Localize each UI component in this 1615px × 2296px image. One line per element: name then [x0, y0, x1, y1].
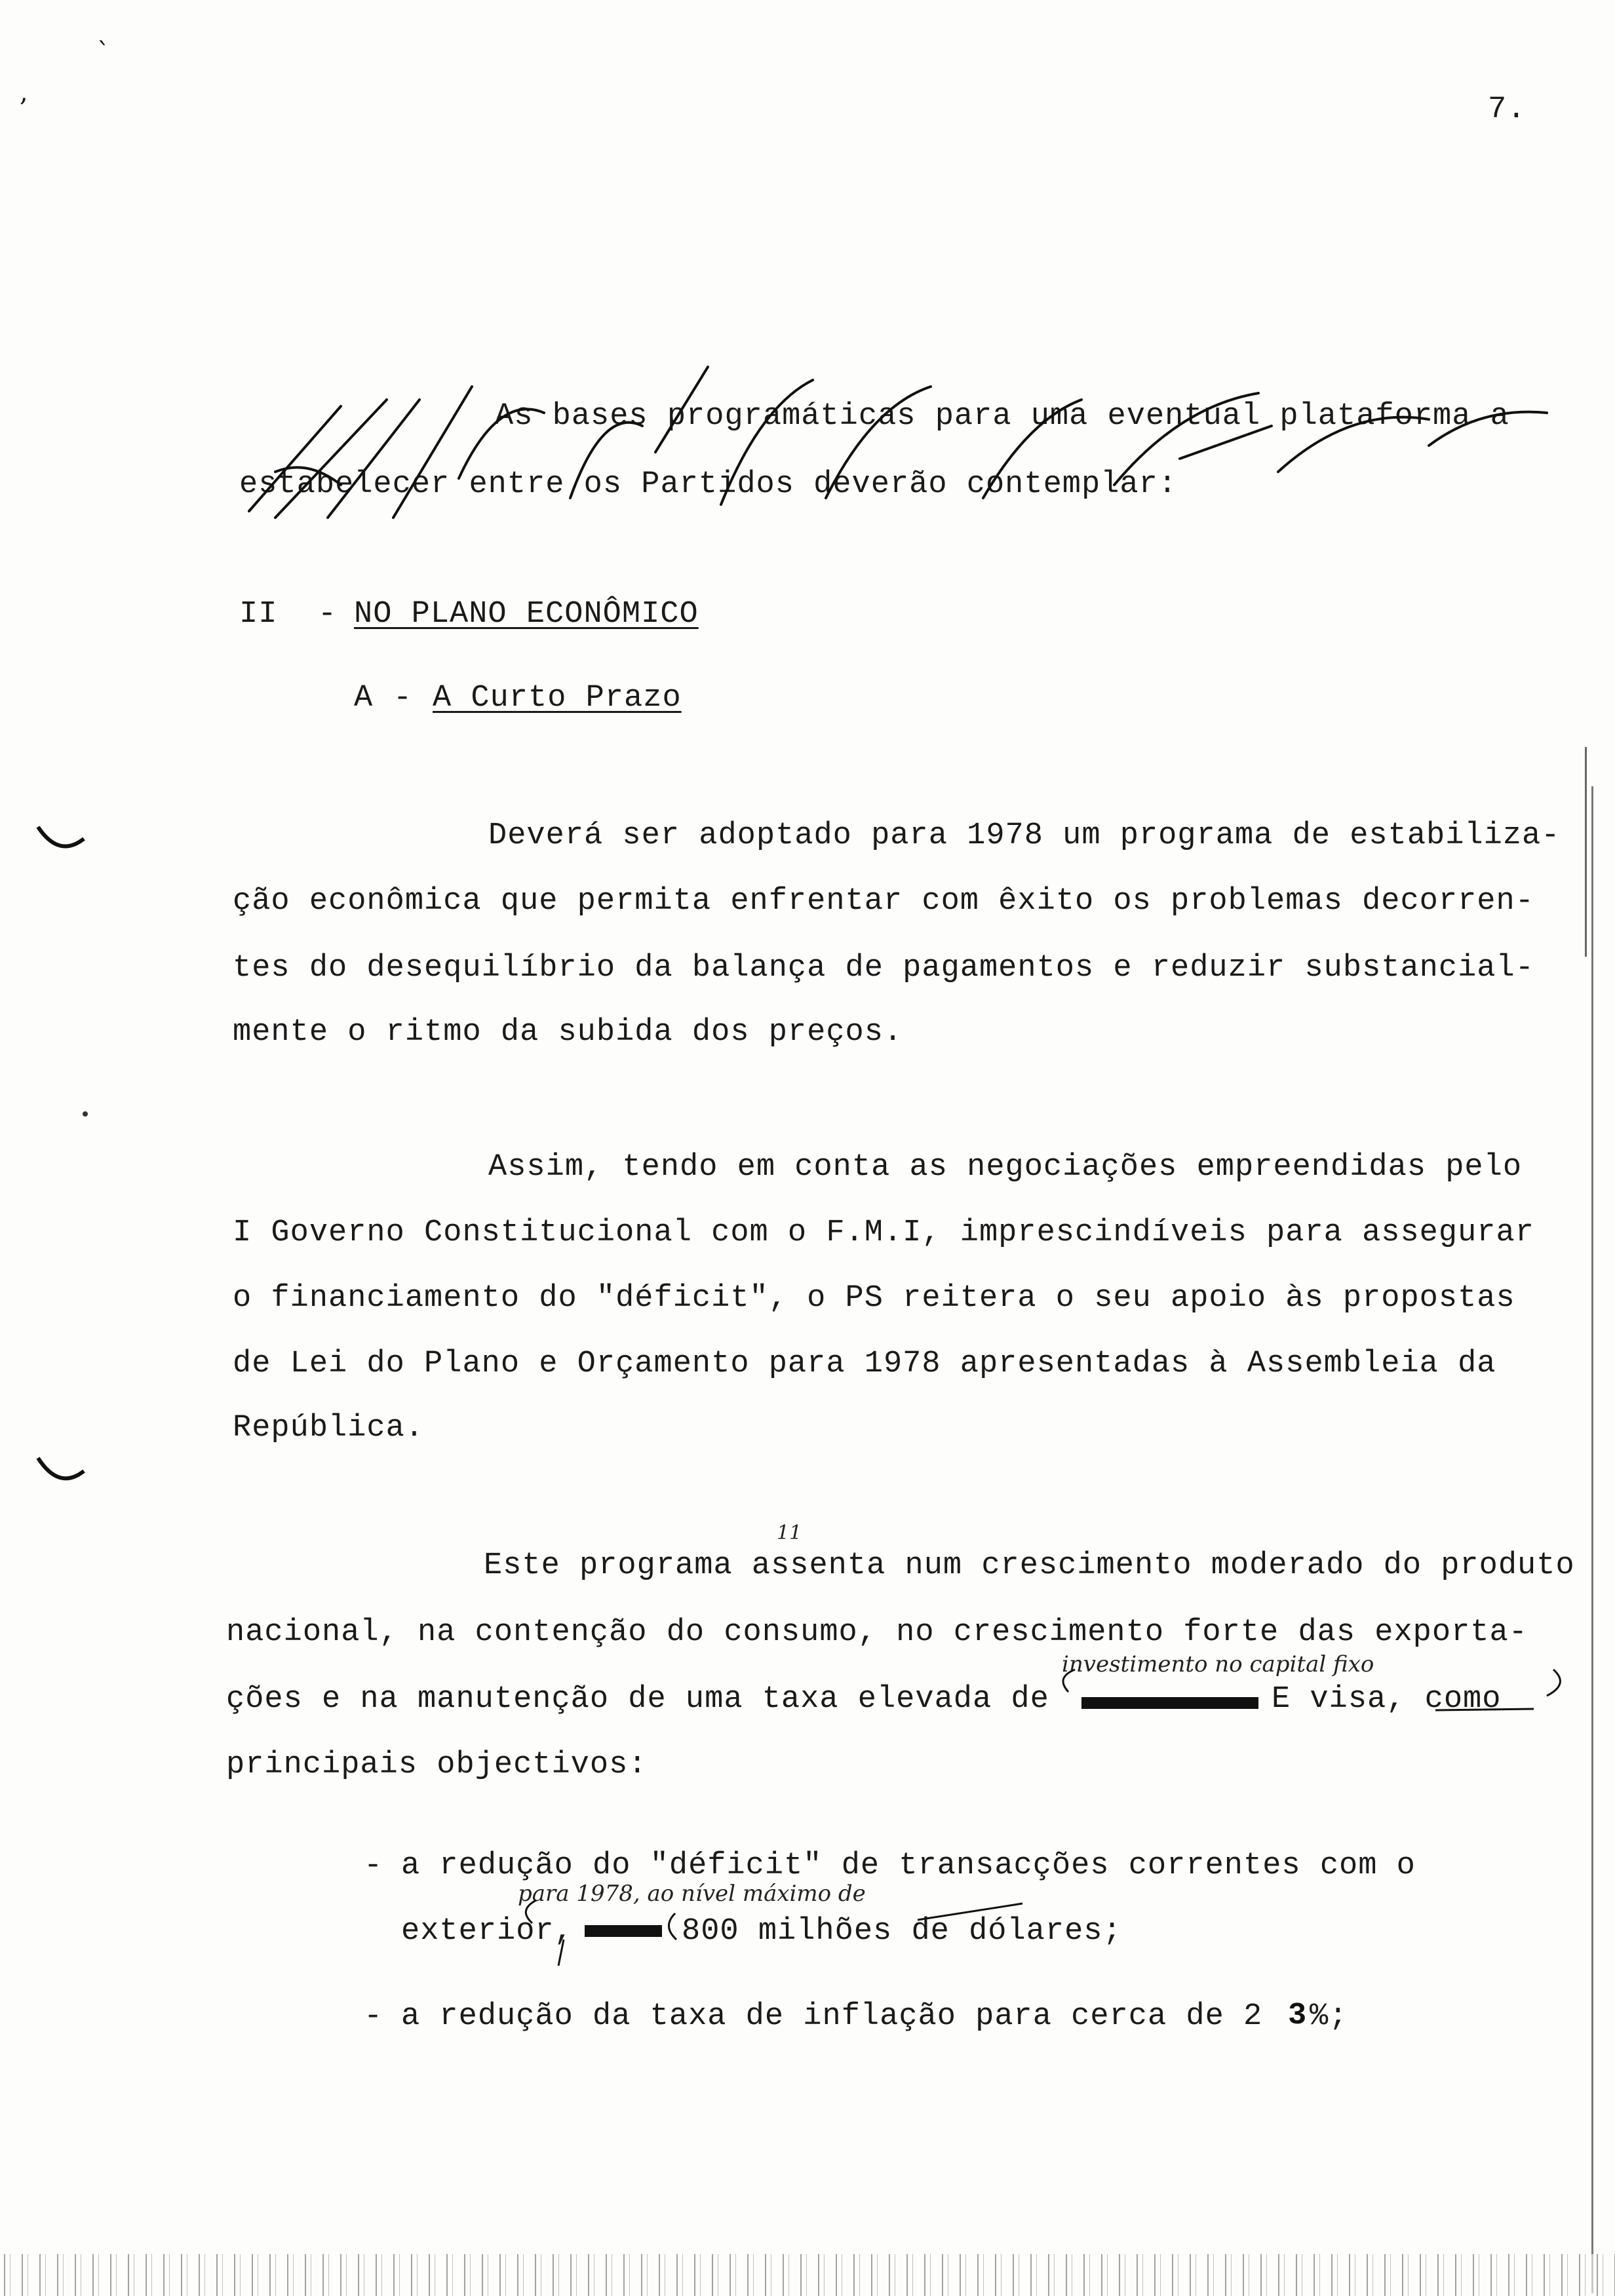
paragraph-1-line: tes do desequilíbrio da balança de pagamentos e reduzir substancial- [233, 951, 1534, 985]
paragraph-2-line: I Governo Constitucional com o F.M.I, imprescindíveis para assegurar [233, 1215, 1534, 1250]
paragraph-3-line-end: E visa, como [1272, 1682, 1502, 1717]
overwritten-digit: 3 [1288, 1999, 1307, 2033]
bullet-1-line-1: a redução do "déficit" de transacções correntes com o [401, 1848, 1416, 1883]
paragraph-3-line: nacional, na contenção do consumo, no crescimento forte das exporta- [226, 1615, 1528, 1650]
intro-line-2: estabelecer entre os Partidos deverão contemplar: [239, 467, 1178, 502]
paragraph-2-line: de Lei do Plano e Orçamento para 1978 apresentadas à Assembleia da [233, 1347, 1496, 1381]
handwritten-insertion: para 1978, ao nível máximo de [518, 1881, 866, 1907]
margin-mark: ` [97, 38, 110, 68]
handwritten-insertion: investimento no capital fixo [1062, 1651, 1374, 1677]
scan-edge-noise [0, 2254, 1615, 2296]
bullet-2-line-1-end: %; [1310, 1999, 1348, 2034]
bullet-2-line-1: a redução da taxa de inflação para cerca de 2 [401, 1999, 1263, 2034]
bullet-dash: - [364, 1999, 383, 2034]
margin-mark: , [20, 77, 28, 107]
page-edge-line-upper [1585, 747, 1587, 957]
bullet-dash: - [364, 1848, 383, 1883]
paragraph-3-line: Este programa assenta num crescimento moderado do produto [484, 1548, 1575, 1583]
bullet-1-line-2-start: exterior, [401, 1914, 574, 1949]
paragraph-1-line: Deverá ser adoptado para 1978 um programa de estabiliza- [488, 818, 1561, 853]
page-number: 7. [1488, 92, 1527, 127]
subsection-dash: - [393, 681, 413, 716]
subsection-title: A Curto Prazo [433, 681, 682, 716]
paragraph-3-line: ções e na manutenção de uma taxa elevada de [226, 1682, 1049, 1717]
paragraph-2-line: o financiamento do "déficit", o PS reitera o seu apoio às propostas [233, 1281, 1515, 1316]
paragraph-2-line: República. [233, 1411, 425, 1445]
paragraph-1-line: ção econômica que permita enfrentar com êxito os problemas decorren- [233, 884, 1534, 919]
section-dash: - [318, 597, 338, 632]
section-title: NO PLANO ECONÔMICO [354, 597, 699, 632]
paragraph-1-line: mente o ritmo da subida dos preços. [233, 1015, 903, 1050]
paragraph-3-line: principais objectivos: [226, 1748, 648, 1782]
paragraph-2-line: Assim, tendo em conta as negociações empreendidas pelo [488, 1150, 1523, 1185]
subsection-letter: A [354, 681, 374, 716]
bullet-1-line-2-end: 800 milhões de dólares; [682, 1914, 1122, 1949]
intro-line-1: As bases programáticas para uma eventual plataforma a [495, 399, 1509, 434]
handwritten-margin-correction: 11 [777, 1521, 802, 1544]
page-edge-line [1591, 786, 1593, 2293]
section-number: II [239, 597, 278, 632]
